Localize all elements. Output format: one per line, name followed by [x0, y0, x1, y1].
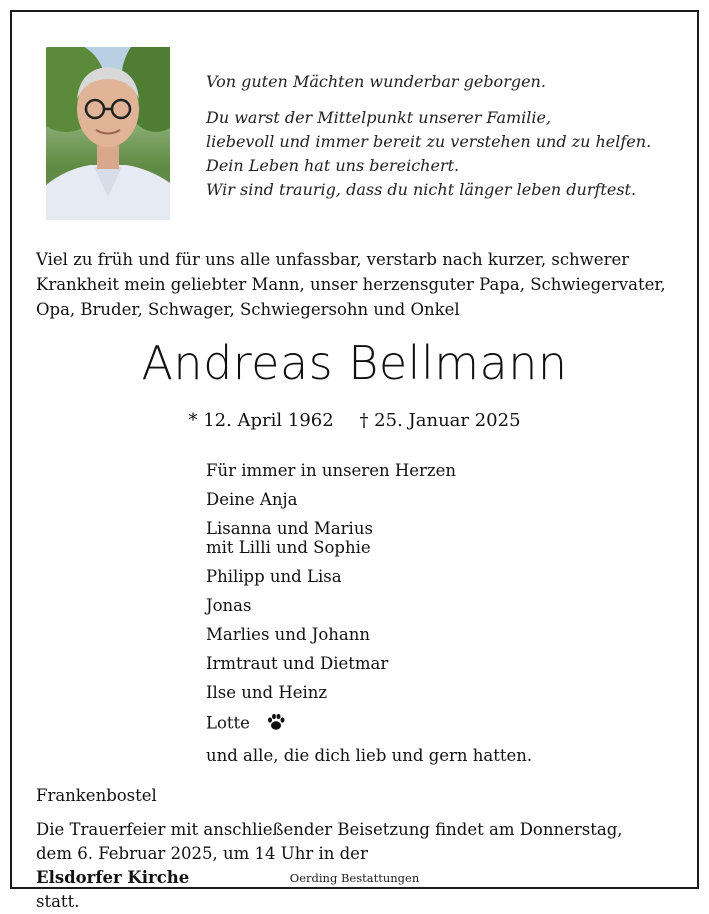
- mourner: und alle, die dich lieb und gern hatten.: [206, 746, 533, 765]
- intro-line: Opa, Bruder, Schwager, Schwiegersohn und Onkel: [36, 300, 460, 319]
- mourner: Jonas: [206, 596, 252, 615]
- mourner: Deine Anja: [206, 490, 298, 509]
- mourner: Marlies und Johann: [206, 625, 370, 644]
- mourner: mit Lilli und Sophie: [206, 538, 371, 557]
- mourner-with-pet: [206, 712, 666, 736]
- quote-line: Dein Leben hat uns bereichert.: [206, 156, 460, 175]
- intro-text: [36, 247, 686, 322]
- memorial-quote: [206, 70, 676, 202]
- death-date: † 25. Januar 2025: [359, 410, 521, 431]
- funeral-location: Elsdorfer Kirche: [36, 868, 190, 887]
- funeral-end-text: statt.: [36, 892, 80, 911]
- mourner: Lisanna und Marius: [206, 519, 373, 538]
- quote-line: liebevoll und immer bereit zu verstehen und zu helfen.: [206, 132, 652, 151]
- mourners-list: [206, 461, 666, 765]
- intro-line: Krankheit mein geliebter Mann, unser herzensguter Papa, Schwiegervater,: [36, 275, 666, 294]
- quote-line: Von guten Mächten wunderbar geborgen.: [206, 72, 546, 91]
- mourner: Philipp und Lisa: [206, 567, 342, 586]
- funeral-date-text: dem 6. Februar 2025, um 14 Uhr in der: [36, 844, 368, 863]
- paw-print-icon: [266, 712, 286, 736]
- funeral-line: Die Trauerfeier mit anschließender Beisetzung findet am Donnerstag,: [36, 820, 623, 839]
- place-name: Frankenbostel: [36, 786, 157, 805]
- mourner: Ilse und Heinz: [206, 683, 328, 702]
- quote-line: Du warst der Mittelpunkt unserer Familie,: [206, 108, 552, 127]
- quote-line: Wir sind traurig, dass du nicht länger leben durftest.: [206, 180, 637, 199]
- life-dates: [0, 410, 709, 431]
- undertaker-credit: Oerding Bestattungen: [289, 871, 420, 885]
- mourner: Irmtraut und Dietmar: [206, 654, 389, 673]
- birth-date: * 12. April 1962: [188, 410, 334, 431]
- mourners-heading: Für immer in unseren Herzen: [206, 461, 456, 480]
- mourner: Lotte: [206, 713, 250, 733]
- portrait-photo: [46, 47, 170, 220]
- deceased-name: Andreas Bellmann: [141, 336, 568, 390]
- intro-line: Viel zu früh und für uns alle unfassbar, verstarb nach kurzer, schwerer: [36, 250, 630, 269]
